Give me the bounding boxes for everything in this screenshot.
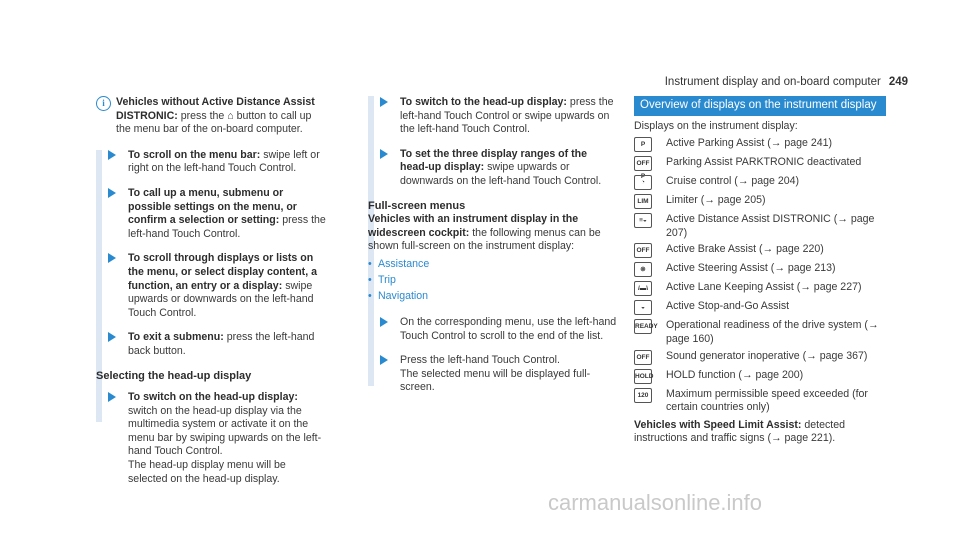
display-item: [634, 350, 886, 366]
hold-icon: HOLD: [634, 369, 652, 384]
display-item: [634, 369, 886, 385]
section-heading: Full-screen menus: [368, 199, 466, 212]
menu-link-navigation[interactable]: • Navigation: [368, 288, 618, 304]
display-item: [634, 300, 886, 316]
step: [108, 187, 326, 241]
item-text: Active Distance Assist DISTRONIC (→ page 207): [666, 213, 875, 239]
intro-text: Displays on the instrument display:: [634, 119, 798, 132]
step-text: swipe upwards or downwards on the left-hand Touch Control.: [128, 279, 314, 319]
running-title: Instrument display and on-board computer: [664, 76, 881, 88]
step-lead: To switch to the head-up display:: [400, 96, 567, 108]
step-arrow-icon: [108, 150, 116, 160]
step: [380, 148, 618, 189]
item-text: Active Lane Keeping Assist (→ page 227): [666, 281, 862, 294]
step: [108, 252, 326, 320]
column-3: [634, 96, 886, 446]
page-number: 249: [888, 76, 908, 88]
item-text: Sound generator inoperative (→ page 367): [666, 349, 868, 362]
step-lead: To switch on the head-up display:: [128, 391, 298, 404]
item-text: Operational readiness of the drive system (→ page 160): [666, 319, 879, 345]
item-text: Maximum permissible speed exceeded (for certain countries only): [666, 387, 868, 414]
column-1: [96, 96, 326, 497]
display-item: [634, 281, 886, 297]
step-result: The selected menu will be displayed full-screen.: [400, 367, 591, 394]
note-lead: Vehicles without Active Distance Assist DISTRONIC:: [116, 96, 315, 122]
step-text: press the left-hand back button.: [128, 331, 315, 357]
item-text: HOLD function (→ page 200): [666, 368, 804, 381]
display-item: [634, 175, 886, 191]
step-text: swipe upwards or downwards on the left-hand Touch Control.: [400, 161, 602, 187]
step-lead: To scroll through displays or lists on the menu, or select display content, a function, an entry or a display:: [128, 252, 317, 292]
info-icon: i: [96, 96, 111, 111]
step: [108, 391, 326, 486]
step-arrow-icon: [380, 317, 388, 327]
step: [108, 331, 326, 358]
lane-keeping-icon: /▬\: [634, 281, 652, 296]
step-lead: To set the three display ranges of the head-up display:: [400, 147, 587, 174]
display-item: [634, 243, 886, 259]
note-text: press the ⌂ button to call up the menu bar of the on-board computer.: [116, 109, 312, 136]
step-arrow-icon: [380, 149, 388, 159]
cruise-control-icon: ◔: [634, 175, 652, 190]
step-lead: To scroll on the menu bar:: [128, 148, 261, 161]
step-arrow-icon: [108, 392, 116, 402]
parking-assist-icon: P: [634, 137, 652, 152]
limiter-icon: LIM: [634, 194, 652, 209]
step-result: The head-up display menu will be selected on the head-up display.: [128, 459, 286, 485]
step-arrow-icon: [380, 97, 388, 107]
step-text: swipe left or right on the left-hand Touch Control.: [128, 148, 320, 175]
display-item: [634, 213, 886, 240]
step-arrow-icon: [108, 188, 116, 198]
step: [380, 316, 618, 343]
display-item: [634, 194, 886, 210]
section-band: Overview of displays on the instrument display: [634, 96, 886, 116]
step-text: Press the left-hand Touch Control.: [400, 354, 560, 367]
item-text: Parking Assist PARKTRONIC deactivated: [666, 156, 862, 169]
max-speed-icon: 120: [634, 388, 652, 403]
step-text: switch on the head-up display via the multimedia system or activate it on the menu bar by swiping upwards on the left-hand Touch Control.: [128, 404, 322, 458]
display-item: [634, 156, 886, 181]
item-text: Active Stop-and-Go Assist: [666, 300, 790, 313]
watermark: carmanualsonline.info: [548, 490, 763, 515]
item-text: Cruise control (→ page 204): [666, 175, 800, 188]
para-text: detected instructions and traffic signs (→ page 221).: [634, 418, 845, 445]
step-arrow-icon: [108, 332, 116, 342]
parktronic-off-icon: OFF P: [634, 156, 652, 171]
step-lead: To exit a submenu:: [128, 331, 224, 344]
sound-generator-off-icon: OFF: [634, 350, 652, 365]
step-arrow-icon: [380, 355, 388, 365]
display-item: [634, 388, 886, 415]
section-heading: Selecting the head-up display: [96, 369, 252, 382]
step-text: On the corresponding menu, use the left-hand Touch Control to scroll to the end of the list.: [400, 315, 617, 342]
step-lead: To call up a menu, submenu or possible settings on the menu, or confirm a selection or setting:: [128, 186, 297, 227]
stop-and-go-icon: ◒: [634, 300, 652, 315]
brake-assist-off-icon: OFF: [634, 243, 652, 258]
display-item: [634, 319, 886, 346]
step-arrow-icon: [108, 253, 116, 263]
step-text: press the left-hand Touch Control or swipe upwards on the left-hand Touch Control.: [400, 96, 614, 136]
para-text: the following menus can be shown full-screen on the instrument display:: [368, 226, 601, 253]
item-text: Active Steering Assist (→ page 213): [666, 262, 836, 275]
para-lead: Vehicles with an instrument display in the widescreen cockpit:: [368, 213, 579, 239]
steering-assist-icon: ⊚: [634, 262, 652, 277]
step: [108, 149, 326, 176]
paragraph: [368, 213, 618, 254]
column-2: [368, 96, 618, 406]
item-text: Active Parking Assist (→ page 241): [666, 137, 833, 150]
menu-link-trip[interactable]: • Trip: [368, 272, 618, 288]
item-text: Limiter (→ page 205): [666, 194, 766, 207]
step: [380, 354, 618, 395]
speed-limit-paragraph: [634, 419, 886, 446]
item-text: Active Brake Assist (→ page 220): [666, 243, 824, 256]
info-note: [96, 96, 326, 137]
menu-list: [368, 256, 618, 304]
display-item: [634, 262, 886, 278]
step-text: press the left-hand Touch Control.: [128, 214, 326, 240]
step: [380, 96, 618, 137]
distronic-icon: ≡◒: [634, 213, 652, 228]
ready-icon: READY: [634, 319, 652, 334]
para-lead: Vehicles with Speed Limit Assist:: [634, 418, 802, 431]
page-header: [665, 76, 908, 90]
menu-link-assistance[interactable]: • Assistance: [368, 256, 618, 272]
display-item: [634, 137, 886, 153]
